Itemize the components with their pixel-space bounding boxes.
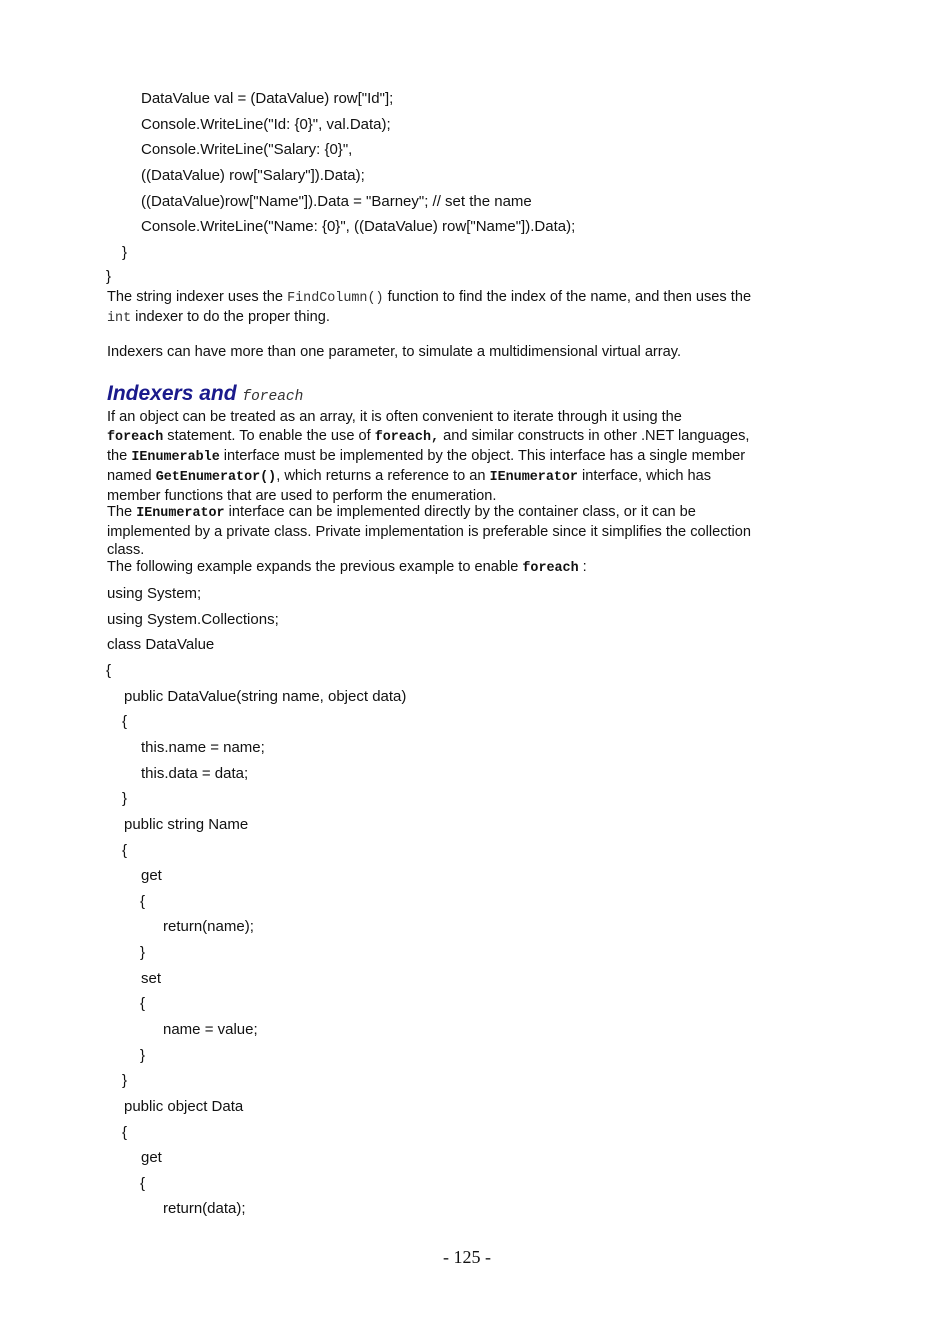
- code-line: get: [141, 867, 162, 884]
- code-line: set: [141, 970, 162, 987]
- code-line: public DataValue(string name, object data): [124, 688, 407, 705]
- code-line: {: [106, 662, 112, 679]
- code-line: ((DataValue) row["Salary"]).Data);: [141, 167, 365, 184]
- code-line: {: [140, 1175, 146, 1192]
- code-line: this.name = name;: [141, 739, 265, 756]
- page-number: - 125 -: [443, 1247, 491, 1267]
- paragraph-multidimensional: Indexers can have more than one parameter, to simulate a multidimensional virtual array.: [107, 344, 682, 360]
- code-line: public object Data: [124, 1098, 244, 1115]
- code-line: return(data);: [163, 1200, 246, 1217]
- code-line: using System.Collections;: [107, 611, 279, 628]
- paragraph-example-intro: The following example expands the previous example to enable foreach :: [107, 559, 587, 576]
- code-line: get: [141, 1149, 162, 1166]
- code-line: Console.WriteLine("Salary: {0}",: [141, 141, 353, 158]
- code-line: }: [122, 790, 128, 807]
- paragraph-findcolumn: The string indexer uses the FindColumn() function to find the index of the name, and then uses the int indexer to do the proper thing.: [107, 289, 752, 326]
- code-line: {: [122, 713, 128, 730]
- code-line: Console.WriteLine("Name: {0}", ((DataValue) row["Name"]).Data);: [141, 218, 576, 235]
- code-line: {: [122, 842, 128, 859]
- code-line: }: [122, 244, 128, 261]
- section-heading: Indexers and foreach: [107, 382, 304, 405]
- code-line: DataValue val = (DataValue) row["Id"];: [141, 90, 394, 107]
- code-line: this.data = data;: [141, 765, 249, 782]
- code-line: name = value;: [163, 1021, 258, 1038]
- code-line: ((DataValue)row["Name"]).Data = "Barney"; // set the name: [141, 193, 532, 210]
- code-line: class DataValue: [107, 636, 215, 653]
- paragraph-ienumerable: If an object can be treated as an array, it is often convenient to iterate through it using the foreach statement. To enable the use of foreach, and similar constructs in other .NET languages, the IEnumerable interface must be implemented by the object. This interface has a single member named GetEnumerator(), which returns a reference to an IEnumerator interface, which has member functions that are used to perform the enumeration.: [107, 409, 750, 504]
- code-line: }: [140, 1047, 146, 1064]
- code-line: }: [122, 1072, 128, 1089]
- code-line: using System;: [107, 585, 202, 602]
- code-line: Console.WriteLine("Id: {0}", val.Data);: [141, 116, 391, 133]
- code-line: {: [140, 893, 146, 910]
- code-line: return(name);: [163, 918, 254, 935]
- code-line: }: [140, 944, 146, 961]
- paragraph-ienumerator: The IEnumerator interface can be implemented directly by the container class, or it can be implemented by a private class. Private implementation is preferable since it simplifies the collection class.: [107, 504, 752, 558]
- code-line: {: [122, 1124, 128, 1141]
- code-line: public string Name: [124, 816, 249, 833]
- code-line: }: [106, 268, 112, 285]
- code-line: {: [140, 995, 146, 1012]
